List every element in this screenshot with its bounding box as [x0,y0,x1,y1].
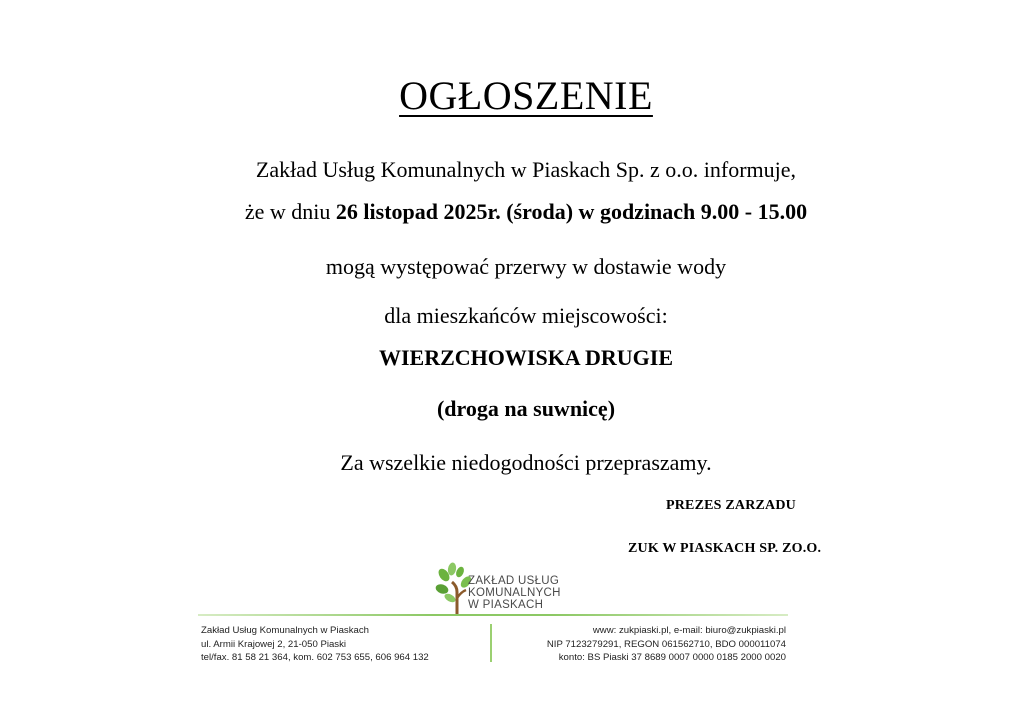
logo-line-3: W PIASKACH [468,599,544,611]
notice-residents-text: dla mieszkańców miejscowości: [384,303,668,328]
notice-date-time: 26 listopad 2025r. (środa) w godzinach 9.00 - 15.00 [335,199,808,224]
footer-divider [198,614,788,616]
signature-title: PREZES ZARZADU [666,498,796,513]
footer-registry: NIP 7123279291, REGON 061562710, BDO 000011074 [546,638,786,650]
notice-date-prefix: że w dniu [244,199,336,224]
logo-line-2: KOMUNALNYCH [468,587,561,599]
notice-outage-text: mogą występować przerwy w dostawie wody [325,254,727,279]
logo-line-1: ZAKŁAD USŁUG [468,575,560,587]
footer-address [201,624,429,665]
notice-date-line [0,199,1024,225]
footer-phone: tel/fax. 81 58 21 364, kom. 602 753 655, 606 964 132 [201,652,429,663]
notice-intro: Zakład Usług Komunalnych w Piaskach Sp. z o.o. informuje, [255,157,797,182]
logo-text [468,575,561,611]
footer-company-name: Zakład Usług Komunalnych w Piaskach [201,625,369,636]
footer-contact [547,624,786,665]
footer-street: ul. Armii Krajowej 2, 21-050 Piaski [201,638,347,650]
signature-company: ZUK W PIASKACH SP. ZO.O. [628,541,822,556]
notice-title: OGŁOSZENIE [399,73,653,118]
footer-web-email: www: zukpiaski.pl, e-mail: biuro@zukpiaski.pl [592,625,786,636]
notice-location: WIERZCHOWISKA DRUGIE [378,345,673,370]
footer-bank-account: konto: BS Piaski 37 8689 0007 0000 0185 2000 0020 [558,652,786,663]
footer-column-divider [490,624,492,662]
notice-apology: Za wszelkie niedogodności przepraszamy. [340,450,712,475]
notice-location-detail: (droga na suwnicę) [436,396,616,421]
